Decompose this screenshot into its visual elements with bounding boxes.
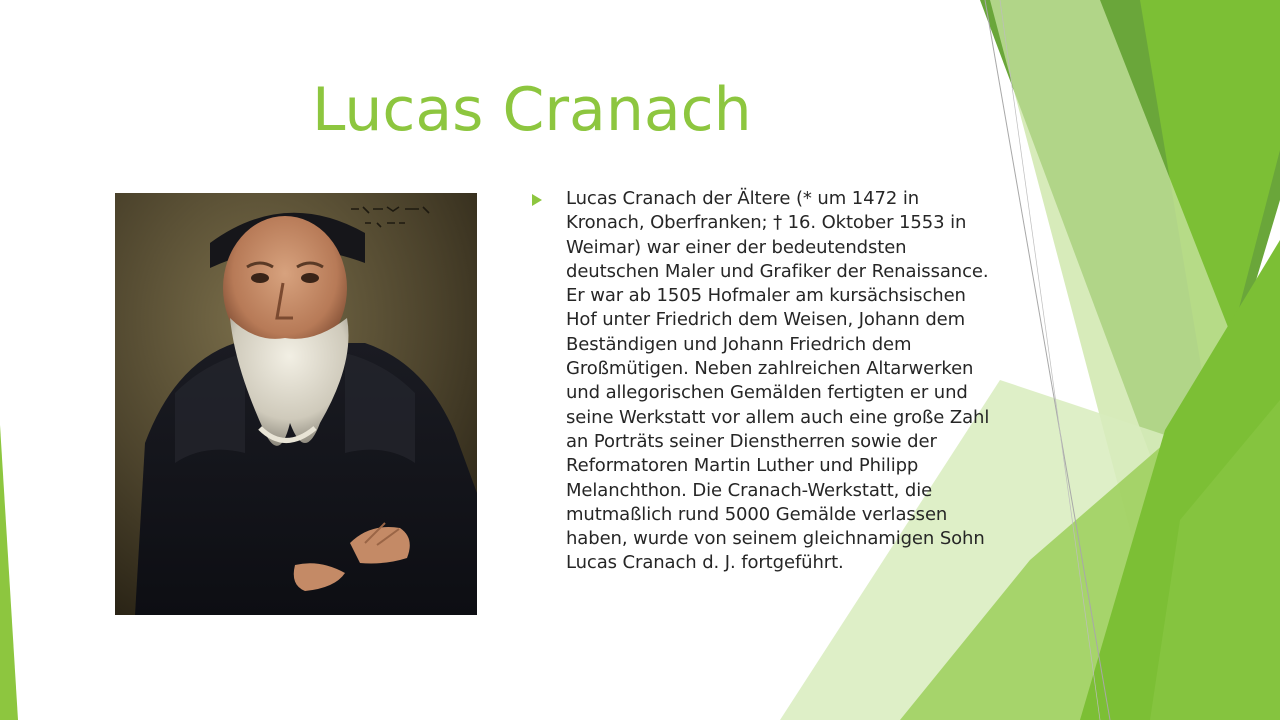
slide-title: Lucas Cranach [312,75,752,145]
portrait-image [115,193,477,615]
bullet-item-biography: Lucas Cranach der Ältere (* um 1472 in Kronach, Oberfranken; † 16. Oktober 1553 in Weimar) war einer der bedeutendsten deutschen Maler und Grafiker der Renaissance. Er war ab 1505 Hofmaler am kursächsischen Hof unter Friedrich dem Weisen, Johann dem Beständigen und Johann Friedrich dem Großmütigen. Neben zahlreichen Altarwerken und allegorischen Gemälden fertigten er und seine Werkstatt vor allem auch eine große Zahl an Porträts seiner Dienstherren sowie der Reformatoren Martin Luther und Philipp Melanchthon. Die Cranach-Werkstatt, die mutmaßlich rund 5000 Gemälde verlassen haben, wurde von seinem gleichnamigen Sohn Lucas Cranach d. J. fortgeführt. [566,188,990,574]
bullet-list [532,187,1002,576]
left-edge-facet [0,425,18,720]
portrait-painting [115,193,477,615]
triangle-right-bullet-icon [532,194,542,206]
